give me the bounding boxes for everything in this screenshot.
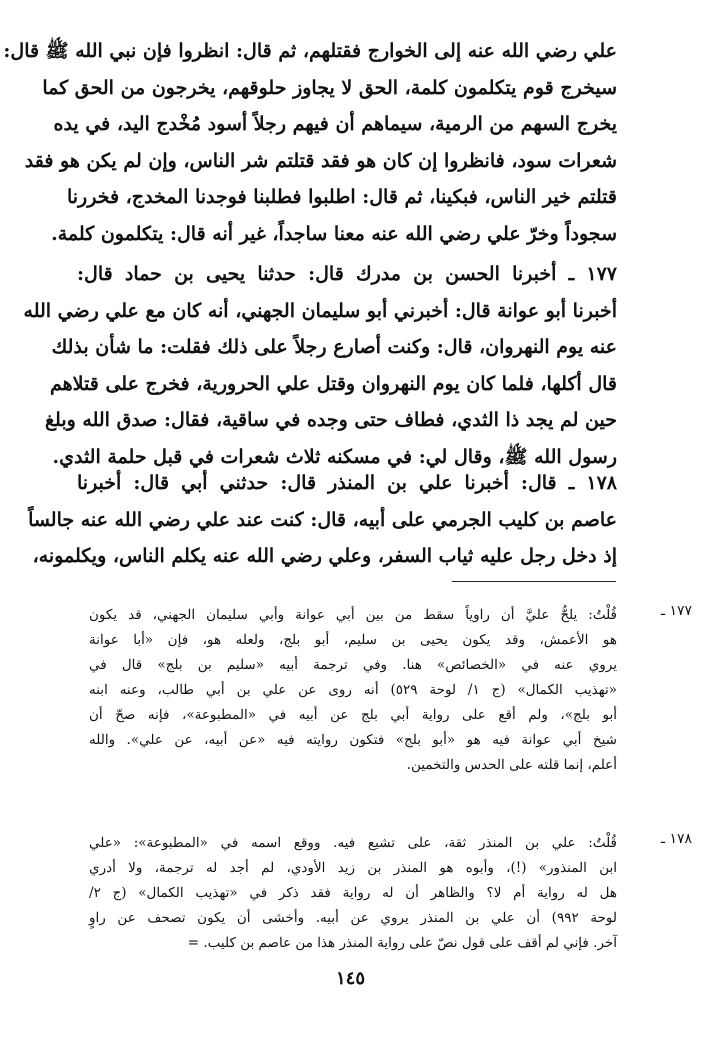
text-line: ١٧٧ ـ أخبرنا الحسن بن مدرك قال: حدثنا يحيى بن حماد قال: — [77, 263, 617, 285]
text-line: قال أكلها، فلما كان يوم النهروان وقتل علي الحرورية، فخرج على قتلاهم — [50, 372, 617, 395]
text-line: رسول الله ﷺ، وقال لي: في مسكنه ثلاث شعرات في قبل حلمة الثدي. — [52, 445, 617, 468]
footnote-line: قُلْتُ: علي بن المنذر ثقة، على تشيع فيه. ووقع اسمه في «المطبوعة»: «علي — [89, 835, 617, 851]
footnote-178 — [89, 831, 617, 956]
text-line: سجوداً وخرّ علي رضي الله عنه معنا ساجداً، غير أنه قال: يتكلمون كلمة. — [51, 222, 617, 245]
text-line: سيخرج قوم يتكلمون كلمة، الحق لا يجاوز حلوقهم، يخرجون من الحق كما — [42, 76, 617, 99]
paragraph-continuation — [3, 33, 617, 252]
footnote-line: هل له رواية أم لا؟ والظاهر أن له رواية فقد ذكر في «تهذيب الكمال» (ج ٢/ — [89, 885, 617, 901]
text-line: حين لم يجد ذا الثدي، فطاف حتى وجده في ساقية، فقال: صدق الله وبلغ — [44, 409, 617, 431]
footnote-177 — [89, 603, 617, 778]
text-line: عنه يوم النهروان، قال: وكنت أصارع رجلاً على ذلك فقلت: ما شأن بذلك — [51, 336, 617, 358]
text-line: شعرات سود، فانظروا إن كان هو فقد قتلتم شر الناس، وإن لم يكن هو فقد — [24, 149, 617, 172]
footnote-line: أبو بلج»، ولم أقع على رواية أبي بلج عن أبيه في «المطبوعة»، فإنه صحّ أن — [89, 707, 617, 723]
page-number: ١٤٥ — [335, 968, 365, 989]
hadith-177 — [23, 256, 617, 475]
hadith-178 — [28, 465, 617, 575]
footnote-line: آخر. فإني لم أقف على قول نصّ على رواية المنذر هذا من عاصم بن كليب. = — [187, 935, 617, 951]
footnote-line: أعلم، إنما قلته على الحدس والتخمين. — [406, 757, 617, 773]
text-line: قتلتم خير الناس، فبكينا، ثم قال: اطلبوا فطلبنا فوجدنا المخدج، فخررنا — [66, 186, 617, 208]
footnote-number: ١٧٧ ـ — [660, 603, 692, 619]
text-line: ١٧٨ ـ قال: أخبرنا علي بن المنذر قال: حدثني أبي قال: أخبرنا — [77, 472, 617, 494]
text-line: أخبرنا أبو عوانة قال: أخبرني أبو سليمان الجهني، أنه كان مع علي رضي الله — [23, 299, 617, 322]
footnote-line: ابن المنذور» (!)، وأبوه هو المنذر بن زيد الأودي، لم أجد له ترجمة، ولا أدري — [89, 860, 617, 876]
footnote-line: هو الأعمش، وقد يكون يحيى بن سليم، أبو بلج، ولعله هو، فإن «أبا عوانة — [89, 632, 617, 648]
footnote-line: لوحة ٩٩٢) أن علي بن المنذر يروي عن أبيه. وأخشى أن يكون تصحف عن راوٍ — [89, 910, 618, 926]
text-line: إذ دخل رجل عليه ثياب السفر، وعلي رضي الله عنه يكلم الناس، ويكلمونه، — [32, 545, 617, 567]
footnote-line: يروي عنه في «الخصائص» هنا. وفي ترجمة أبيه «سليم بن بلج» قال في — [89, 657, 617, 673]
footnote-number: ١٧٨ ـ — [660, 831, 692, 847]
footnote-separator — [452, 581, 616, 582]
text-line: علي رضي الله عنه إلى الخوارج فقتلهم، ثم قال: انظروا فإن نبي الله ﷺ قال: — [3, 40, 617, 62]
footnote-line: قُلْتُ: يلحُّ عليَّ أن راوياً سقط من بين أبي عوانة وأبي سليمان الجهني، قد يكون — [89, 607, 617, 623]
text-line: عاصم بن كليب الجرمي على أبيه، قال: كنت عند علي رضي الله عنه جالساً — [28, 508, 617, 531]
footnote-line: «تهذيب الكمال» (ج ١/ لوحة ٥٢٩) أنه روى عن علي بن أبي طالب، وعنه ابنه — [89, 682, 617, 698]
text-line: يخرج السهم من الرمية، سيماهم أن فيهم رجلاً أسود مُخْدج اليد، في يده — [53, 113, 617, 135]
footnote-line: شيخ أبي عوانة فيه هو «أبو بلج» فتكون روايته فيه «عن أبيه، عن علي». والله — [89, 732, 617, 748]
